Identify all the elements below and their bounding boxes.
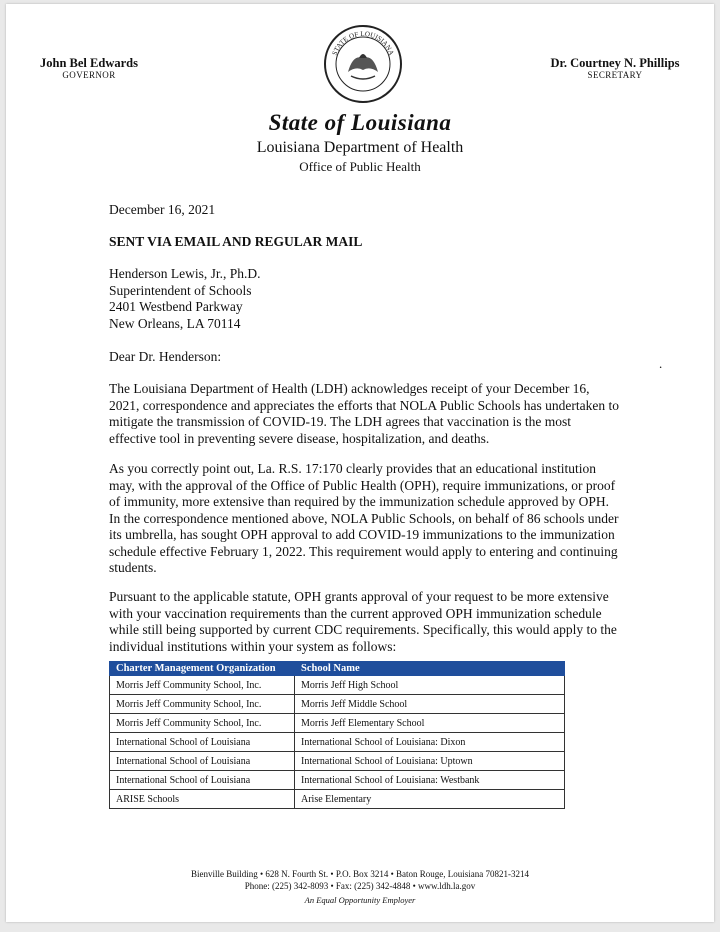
state-seal-icon: [323, 24, 403, 104]
school-cell: Arise Elementary: [295, 790, 565, 809]
governor-title: GOVERNOR: [62, 70, 116, 80]
school-cell: International School of Louisiana: Uptown: [295, 752, 565, 771]
column-header-school: School Name: [295, 662, 565, 676]
salutation: Dear Dr. Henderson:: [109, 349, 222, 364]
cmo-cell: Morris Jeff Community School, Inc.: [110, 714, 295, 733]
recipient-address: [109, 266, 261, 332]
table-header-row: [110, 662, 565, 676]
paragraph-3: Pursuant to the applicable statute, OPH grants approval of your request to be more extensive with your vaccination requirements than the current approved OPH immunization schedule while still being supported by current CDC requirements. Specifically, this would apply to the individual institutions within your system as follows:: [109, 589, 617, 654]
governor-name: John Bel Edwards: [40, 56, 138, 70]
paragraph-2: As you correctly point out, La. R.S. 17:170 clearly provides that an educational institution may, with the approval of the Office of Public Health (OPH), require immunizations, or proof of immunity, more extensive than required by the immunization schedule approved by OPH. In the correspondence mentioned above, NOLA Public Schools, on behalf of 86 schools under its umbrella, has sought OPH approval to add COVID-19 immunizations to the immunization schedule effective February 1, 2022. This requirement would apply to entering and continuing students.: [109, 461, 619, 575]
address-line: Henderson Lewis, Jr., Ph.D.: [109, 266, 261, 281]
school-cell: International School of Louisiana: Dixon: [295, 733, 565, 752]
cmo-cell: Morris Jeff Community School, Inc.: [110, 676, 295, 695]
secretary-name: Dr. Courtney N. Phillips: [550, 56, 680, 70]
cmo-cell: International School of Louisiana: [110, 771, 295, 790]
cmo-cell: Morris Jeff Community School, Inc.: [110, 695, 295, 714]
sent-via-line: SENT VIA EMAIL AND REGULAR MAIL: [109, 234, 363, 249]
letter-date: December 16, 2021: [109, 202, 216, 217]
cmo-cell: International School of Louisiana: [110, 752, 295, 771]
school-cell: International School of Louisiana: Westbank: [295, 771, 565, 790]
table-row: [110, 790, 565, 809]
office-name: Office of Public Health: [299, 159, 421, 174]
state-title: State of Louisiana: [268, 110, 452, 135]
paragraph-1: The Louisiana Department of Health (LDH) acknowledges receipt of your December 16, 2021, correspondence and appreciates the efforts that NOLA Public Schools has undertaken to mitigate the transmission of COVID-19. The LDH agrees that vaccination is the most effective tool in preventing severe disease, hospitalization, and deaths.: [109, 381, 619, 446]
table-row: [110, 771, 565, 790]
column-header-cmo: Charter Management Organization: [110, 662, 295, 676]
footer-eoe: An Equal Opportunity Employer: [304, 895, 416, 905]
cmo-cell: International School of Louisiana: [110, 733, 295, 752]
letter-page: [6, 4, 714, 922]
stray-mark: .: [659, 356, 663, 371]
table-row: [110, 733, 565, 752]
table-row: [110, 676, 565, 695]
address-line: 2401 Westbend Parkway: [109, 299, 243, 314]
school-cell: Morris Jeff Middle School: [295, 695, 565, 714]
footer-contact: Phone: (225) 342-8093 • Fax: (225) 342-4848 • www.ldh.la.gov: [244, 881, 476, 891]
footer-address: Bienville Building • 628 N. Fourth St. • P.O. Box 3214 • Baton Rouge, Louisiana 70821-3214: [191, 869, 529, 879]
seal-text: STATE OF LOUISIANA: [330, 29, 396, 57]
school-cell: Morris Jeff High School: [295, 676, 565, 695]
cmo-cell: ARISE Schools: [110, 790, 295, 809]
address-line: Superintendent of Schools: [109, 282, 252, 298]
table-row: [110, 714, 565, 733]
address-line: New Orleans, LA 70114: [109, 315, 241, 331]
table-row: [110, 695, 565, 714]
table-row: [110, 752, 565, 771]
secretary-title: SECRETARY: [587, 70, 643, 80]
department-name: Louisiana Department of Health: [256, 139, 464, 156]
school-cell: Morris Jeff Elementary School: [295, 714, 565, 733]
schools-table: [109, 661, 565, 809]
